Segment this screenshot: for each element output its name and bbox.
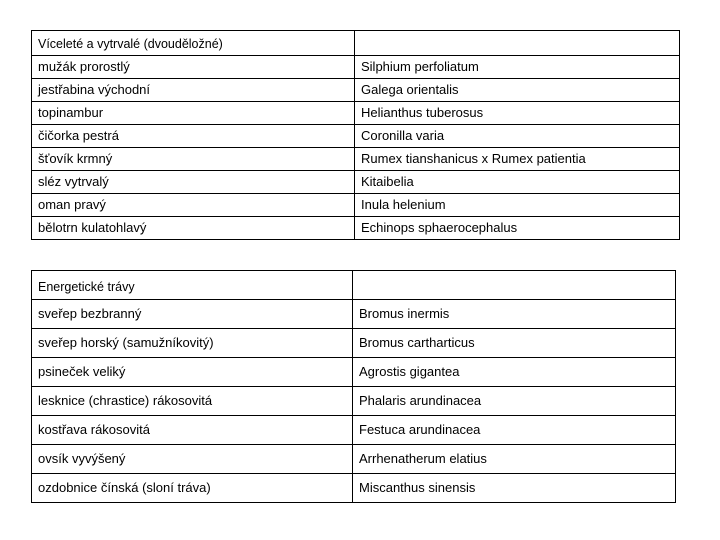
common-name-cell: kostřava rákosovitá bbox=[32, 416, 353, 445]
empty-header-cell bbox=[355, 31, 680, 56]
table-row bbox=[32, 358, 676, 387]
latin-name-cell: Bromus cartharticus bbox=[353, 329, 676, 358]
table-row bbox=[32, 445, 676, 474]
table-row bbox=[32, 416, 676, 445]
common-name-cell: topinambur bbox=[32, 102, 355, 125]
common-name-cell: psineček veliký bbox=[32, 358, 353, 387]
table-row bbox=[32, 79, 680, 102]
table-row bbox=[32, 102, 680, 125]
latin-name-cell: Bromus inermis bbox=[353, 300, 676, 329]
common-name-cell: lesknice (chrastice) rákosovitá bbox=[32, 387, 353, 416]
latin-name-cell: Echinops sphaerocephalus bbox=[355, 217, 680, 240]
latin-name-cell: Inula helenium bbox=[355, 194, 680, 217]
latin-name-cell: Coronilla varia bbox=[355, 125, 680, 148]
latin-name-cell: Miscanthus sinensis bbox=[353, 474, 676, 503]
latin-name-cell: Helianthus tuberosus bbox=[355, 102, 680, 125]
common-name-cell: čičorka pestrá bbox=[32, 125, 355, 148]
common-name-cell: ozdobnice čínská (sloní tráva) bbox=[32, 474, 353, 503]
grasses-table bbox=[31, 270, 676, 503]
empty-header-cell bbox=[353, 271, 676, 300]
latin-name-cell: Arrhenatherum elatius bbox=[353, 445, 676, 474]
latin-name-cell: Galega orientalis bbox=[355, 79, 680, 102]
common-name-cell: bělotrn kulatohlavý bbox=[32, 217, 355, 240]
table-row bbox=[32, 387, 676, 416]
latin-name-cell: Rumex tianshanicus x Rumex patientia bbox=[355, 148, 680, 171]
common-name-cell: jestřabina východní bbox=[32, 79, 355, 102]
table-row bbox=[32, 56, 680, 79]
latin-name-cell: Agrostis gigantea bbox=[353, 358, 676, 387]
table-row bbox=[32, 171, 680, 194]
common-name-cell: oman pravý bbox=[32, 194, 355, 217]
table-row bbox=[32, 125, 680, 148]
common-name-cell: mužák prorostlý bbox=[32, 56, 355, 79]
latin-name-cell: Silphium perfoliatum bbox=[355, 56, 680, 79]
table-row bbox=[32, 329, 676, 358]
common-name-cell: sveřep bezbranný bbox=[32, 300, 353, 329]
table-row bbox=[32, 300, 676, 329]
perennials-heading: Víceleté a vytrvalé (dvouděložné) bbox=[32, 31, 355, 56]
latin-name-cell: Kitaibelia bbox=[355, 171, 680, 194]
common-name-cell: ovsík vyvýšený bbox=[32, 445, 353, 474]
table-header-row bbox=[32, 271, 676, 300]
common-name-cell: sveřep horský (samužníkovitý) bbox=[32, 329, 353, 358]
table-row bbox=[32, 217, 680, 240]
common-name-cell: sléz vytrvalý bbox=[32, 171, 355, 194]
common-name-cell: šťovík krmný bbox=[32, 148, 355, 171]
table-row bbox=[32, 474, 676, 503]
table-row bbox=[32, 148, 680, 171]
table-row bbox=[32, 194, 680, 217]
grasses-heading: Energetické trávy bbox=[32, 271, 353, 300]
latin-name-cell: Phalaris arundinacea bbox=[353, 387, 676, 416]
table-header-row bbox=[32, 31, 680, 56]
perennials-table bbox=[31, 30, 680, 240]
latin-name-cell: Festuca arundinacea bbox=[353, 416, 676, 445]
